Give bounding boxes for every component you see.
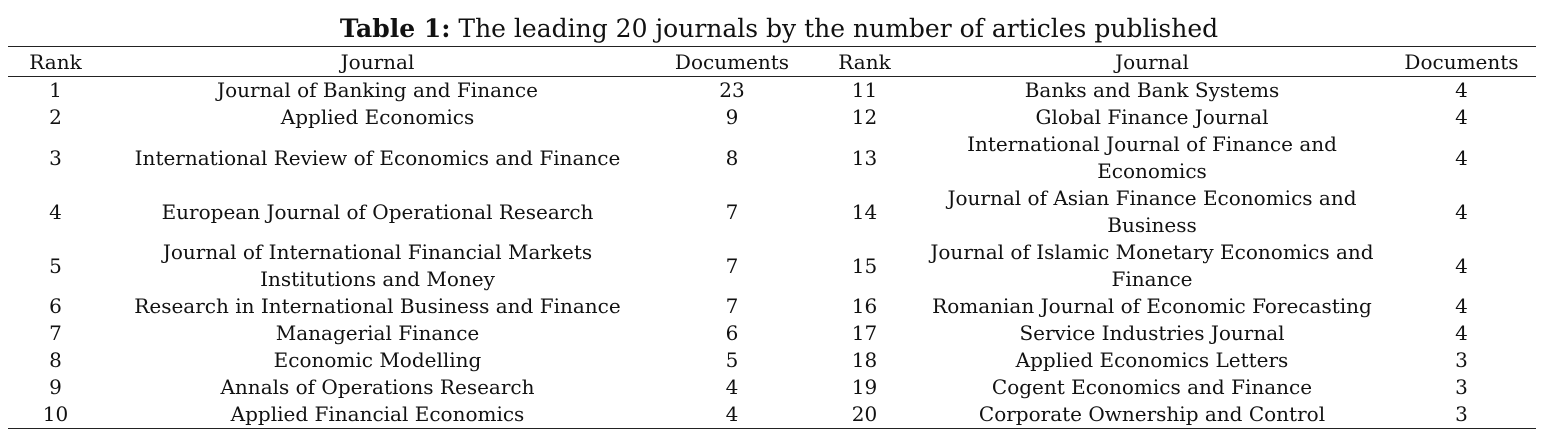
journal-cell: Applied Financial Economics (230, 402, 525, 426)
rank-cell: 19 (851, 375, 878, 399)
journal-cell: Global Finance Journal (1035, 105, 1269, 129)
rank-cell: 20 (851, 402, 878, 426)
documents-cell: 6 (725, 321, 739, 345)
header-rank-left: Rank (29, 49, 82, 74)
rank-cell: 15 (851, 253, 878, 278)
documents-cell: 3 (1455, 402, 1468, 426)
rank-cell: 6 (49, 294, 62, 318)
documents-cell: 7 (725, 294, 739, 318)
journal-cell: Journal of International Financial Markets Institutions and Money (162, 240, 593, 291)
rank-cell: 13 (851, 145, 878, 170)
table-row (8, 239, 1536, 293)
table-caption (0, 14, 1558, 44)
rank-cell: 9 (49, 375, 62, 399)
table-row (8, 401, 1536, 429)
header-documents-left: Documents (674, 49, 790, 74)
journal-cell: Annals of Operations Research (220, 375, 535, 399)
table-row (8, 77, 1536, 105)
documents-cell: 4 (725, 375, 739, 399)
journal-cell: Journal of Banking and Finance (217, 78, 538, 102)
journal-cell: Journal of Asian Finance Economics and Business (947, 186, 1357, 237)
journal-cell: Managerial Finance (275, 321, 480, 345)
documents-cell: 5 (725, 348, 739, 372)
rank-cell: 2 (49, 105, 62, 129)
journal-cell: Journal of Islamic Monetary Economics and Finance (930, 240, 1374, 291)
documents-cell: 7 (725, 253, 739, 278)
table-row (8, 104, 1536, 131)
documents-cell: 4 (1455, 105, 1468, 129)
header-documents-right: Documents (1404, 49, 1519, 74)
journal-cell: International Review of Economics and Finance (134, 145, 621, 170)
journals-table (8, 46, 1536, 429)
rank-cell: 3 (49, 145, 62, 170)
rank-cell: 16 (851, 294, 878, 318)
journal-cell: Corporate Ownership and Control (978, 402, 1326, 426)
table-row (8, 185, 1536, 239)
documents-cell: 3 (1455, 375, 1468, 399)
journal-cell: Research in International Business and Finance (134, 294, 621, 318)
journal-cell: Service Industries Journal (1019, 321, 1285, 345)
rank-cell: 10 (42, 402, 69, 426)
documents-cell: 23 (719, 78, 745, 102)
documents-cell: 4 (1455, 321, 1468, 345)
header-journal-right: Journal (1115, 49, 1189, 74)
header-rank-right: Rank (838, 49, 891, 74)
rank-cell: 1 (49, 78, 62, 102)
documents-cell: 7 (725, 199, 739, 224)
table-caption-label: Table 1: (339, 14, 451, 43)
journal-cell: Romanian Journal of Economic Forecasting (932, 294, 1372, 318)
documents-cell: 4 (725, 402, 739, 426)
table-row (8, 293, 1536, 320)
rank-cell: 11 (851, 78, 878, 102)
journal-cell: Cogent Economics and Finance (991, 375, 1313, 399)
rank-cell: 17 (851, 321, 878, 345)
table-row (8, 131, 1536, 185)
documents-cell: 8 (725, 145, 739, 170)
rank-cell: 7 (49, 321, 62, 345)
documents-cell: 3 (1455, 348, 1468, 372)
table-row (8, 320, 1536, 347)
rank-cell: 5 (49, 253, 62, 278)
journal-cell: European Journal of Operational Research (161, 199, 594, 224)
rank-cell: 4 (49, 199, 62, 224)
table-body (8, 77, 1536, 429)
documents-cell: 4 (1455, 199, 1468, 224)
documents-cell: 4 (1455, 145, 1468, 170)
journal-cell: Applied Economics Letters (1015, 348, 1289, 372)
header-journal-left: Journal (340, 49, 415, 74)
documents-cell: 4 (1455, 253, 1468, 278)
journal-cell: International Journal of Finance and Economics (967, 132, 1337, 183)
journal-cell: Applied Economics (280, 105, 475, 129)
documents-cell: 4 (1455, 294, 1468, 318)
table-row (8, 347, 1536, 374)
table-caption-text: The leading 20 journals by the number of articles published (450, 14, 1219, 43)
documents-cell: 9 (725, 105, 739, 129)
documents-cell: 4 (1455, 78, 1468, 102)
journal-cell: Banks and Bank Systems (1024, 78, 1280, 102)
rank-cell: 18 (851, 348, 878, 372)
journal-cell: Economic Modelling (273, 348, 482, 372)
rank-cell: 8 (49, 348, 62, 372)
rank-cell: 12 (851, 105, 878, 129)
table-row (8, 374, 1536, 401)
table-header-row (8, 47, 1536, 77)
rank-cell: 14 (851, 199, 878, 224)
